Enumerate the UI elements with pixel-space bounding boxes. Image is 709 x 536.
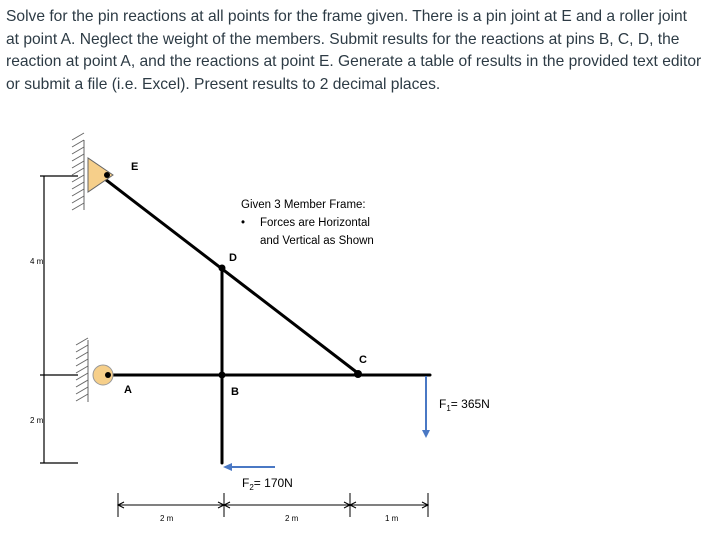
- wall-hatch-a: [76, 338, 88, 402]
- force-f2-label: $F_2= 170N$: [242, 476, 293, 492]
- label-a: A: [124, 384, 132, 396]
- pin-a: [105, 372, 111, 378]
- problem-statement: Solve for the pin reactions at all points for the frame given. There is a pin joint at E and a roller joint at point A. Neglect the weight of the members. Submit results for the reactions at pins B, C, D, the reaction at point A, and the reactions at point E. Generate a table of results in the provided text editor or submit a file (i.e. Excel). Present results to 2 decimal places.: [6, 8, 702, 93]
- pin-c: [354, 370, 362, 378]
- dim-vertical-top: 4 m: [30, 257, 44, 266]
- force-f1-arrow: [422, 376, 430, 438]
- pin-d: [219, 265, 226, 272]
- dim-horizontal-1: 2 m: [160, 514, 174, 523]
- pin-b: [219, 372, 226, 379]
- dim-vertical-bottom: 2 m: [30, 416, 44, 425]
- pin-e: [104, 172, 110, 178]
- force-f1-label: $F_1= 365N$: [439, 397, 490, 413]
- wall-hatch-e: [72, 133, 84, 210]
- label-e: E: [131, 161, 139, 173]
- note-title: Given 3 Member Frame:: [241, 199, 366, 211]
- note-line-1: Forces are Horizontal: [260, 217, 370, 229]
- label-d: D: [229, 252, 237, 264]
- force-f2-arrow: [223, 463, 275, 471]
- note-line-2: and Vertical as Shown: [260, 235, 374, 247]
- note-bullet: •: [241, 217, 246, 229]
- label-c: C: [359, 354, 367, 366]
- label-b: B: [231, 386, 239, 398]
- vertical-dimension: [40, 176, 78, 463]
- dim-horizontal-2: 2 m: [285, 514, 299, 523]
- dim-horizontal-3: 1 m: [385, 514, 399, 523]
